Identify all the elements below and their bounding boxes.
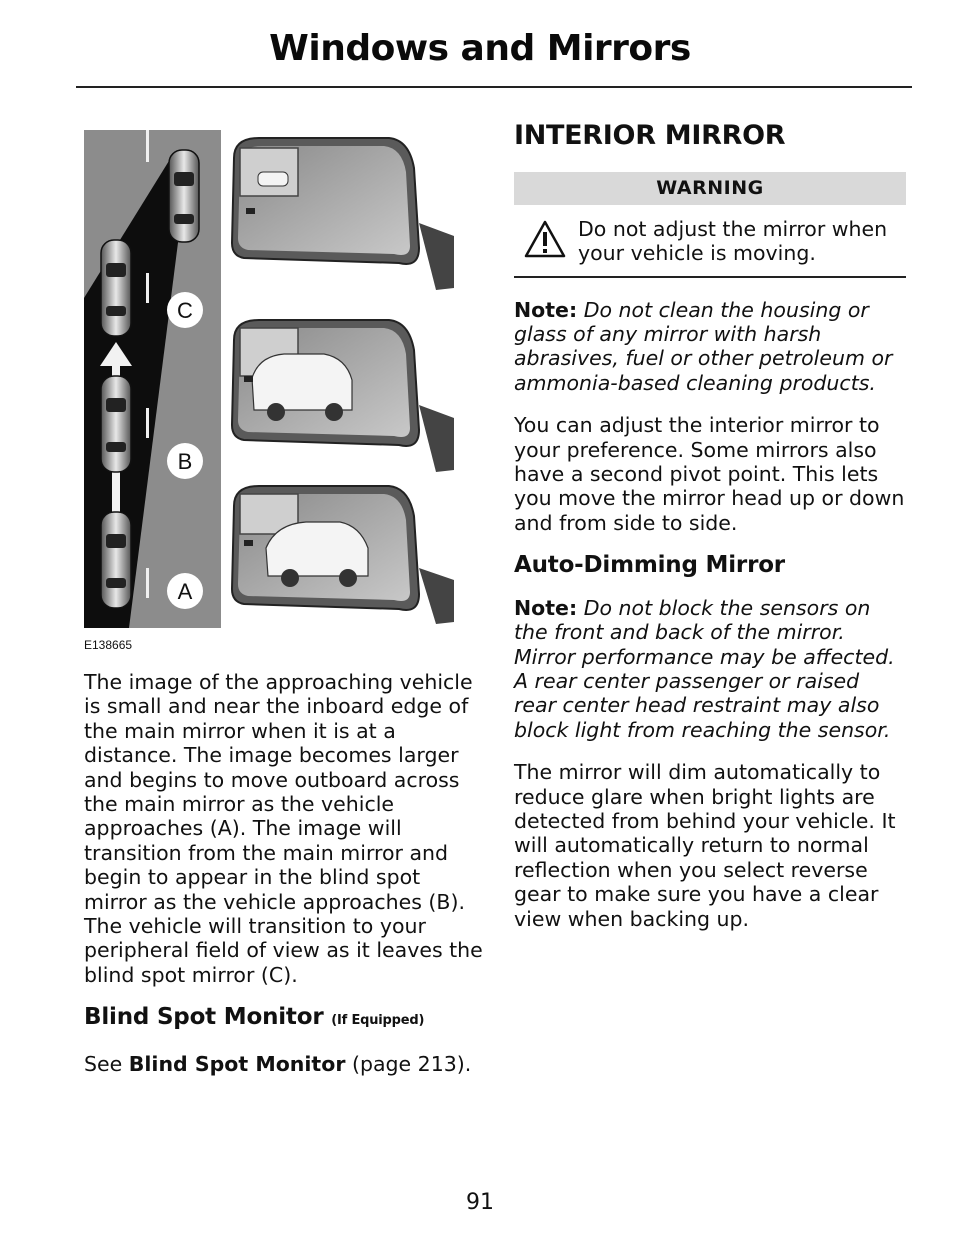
left-column <box>84 670 484 1094</box>
warning-triangle-icon <box>524 219 566 259</box>
blind-spot-mirror-illustration <box>84 128 454 628</box>
car-top-view-1 <box>169 150 199 242</box>
label-a: A <box>177 579 193 604</box>
blind-spot-see-line <box>84 1052 484 1076</box>
note-cleaning-text: Do not clean the housing or glass of any mirror with harsh abrasives, fuel or other petroleum or ammonia-based cleaning products. <box>514 297 893 395</box>
side-mirror-a <box>224 478 454 628</box>
see-text: See <box>84 1051 123 1076</box>
car-top-view-3 <box>101 376 131 472</box>
note-label: Note: <box>514 297 578 322</box>
warning-box <box>514 205 906 276</box>
interior-mirror-heading: INTERIOR MIRROR <box>514 120 786 151</box>
blind-spot-heading <box>84 1005 484 1033</box>
auto-dim-paragraph: The mirror will dim automatically to reduce glare when bright lights are detected from behind your vehicle. It will automatically return to normal reflection when you select reverse gear to make sure you have a clear view when backing up. <box>514 760 896 931</box>
blind-spot-heading-text: Blind Spot Monitor <box>84 1004 324 1031</box>
page-reference: (page 213). <box>351 1051 472 1076</box>
note-sensors-text: Do not block the sensors on the front and back of the mirror. Mirror performance may be affected. A rear center passenger or raised rear center head restraint may also block light from reaching the sensor. <box>514 595 895 742</box>
figure-code: E138665 <box>84 638 133 652</box>
warning-rule <box>514 276 906 278</box>
label-c: C <box>177 298 193 323</box>
car-top-view-4 <box>101 512 131 608</box>
note-label: Note: <box>514 595 578 620</box>
warning-text: Do not adjust the mirror when your vehicle is moving. <box>578 216 888 266</box>
note-cleaning <box>514 298 906 396</box>
label-c-badge <box>167 292 203 328</box>
side-mirror-b <box>224 310 454 472</box>
auto-dimming-heading: Auto-Dimming Mirror <box>514 552 785 579</box>
warning-title: WARNING <box>514 172 906 204</box>
page-header-title: Windows and Mirrors <box>269 28 691 69</box>
right-column <box>514 120 906 949</box>
header-rule <box>76 86 912 88</box>
blind-spot-reference-link[interactable]: Blind Spot Monitor <box>128 1051 346 1076</box>
label-b-badge <box>167 443 203 479</box>
mirror-description-paragraph: The image of the approaching vehicle is small and near the inboard edge of the main mirror when it is at a distance. The image becomes larger and begins to move outboard across the main mirror as the vehicle approaches (A). The image will transition from the main mirror and begin to appear in the blind spot mirror as the vehicle approaches (B). The vehicle will transition to your peripheral field of view as it leaves the blind spot mirror (C). <box>84 670 483 987</box>
car-top-view-2 <box>101 240 131 336</box>
if-equipped-label: (If Equipped) <box>331 1013 425 1029</box>
side-mirror-c <box>224 130 454 290</box>
page-number: 91 <box>466 1190 494 1215</box>
label-b: B <box>177 449 193 474</box>
adjust-paragraph: You can adjust the interior mirror to your preference. Some mirrors also have a second pivot point. This lets you move the mirror head up or down and from side to side. <box>514 413 905 535</box>
label-a-badge <box>167 573 203 609</box>
note-sensors <box>514 596 906 742</box>
